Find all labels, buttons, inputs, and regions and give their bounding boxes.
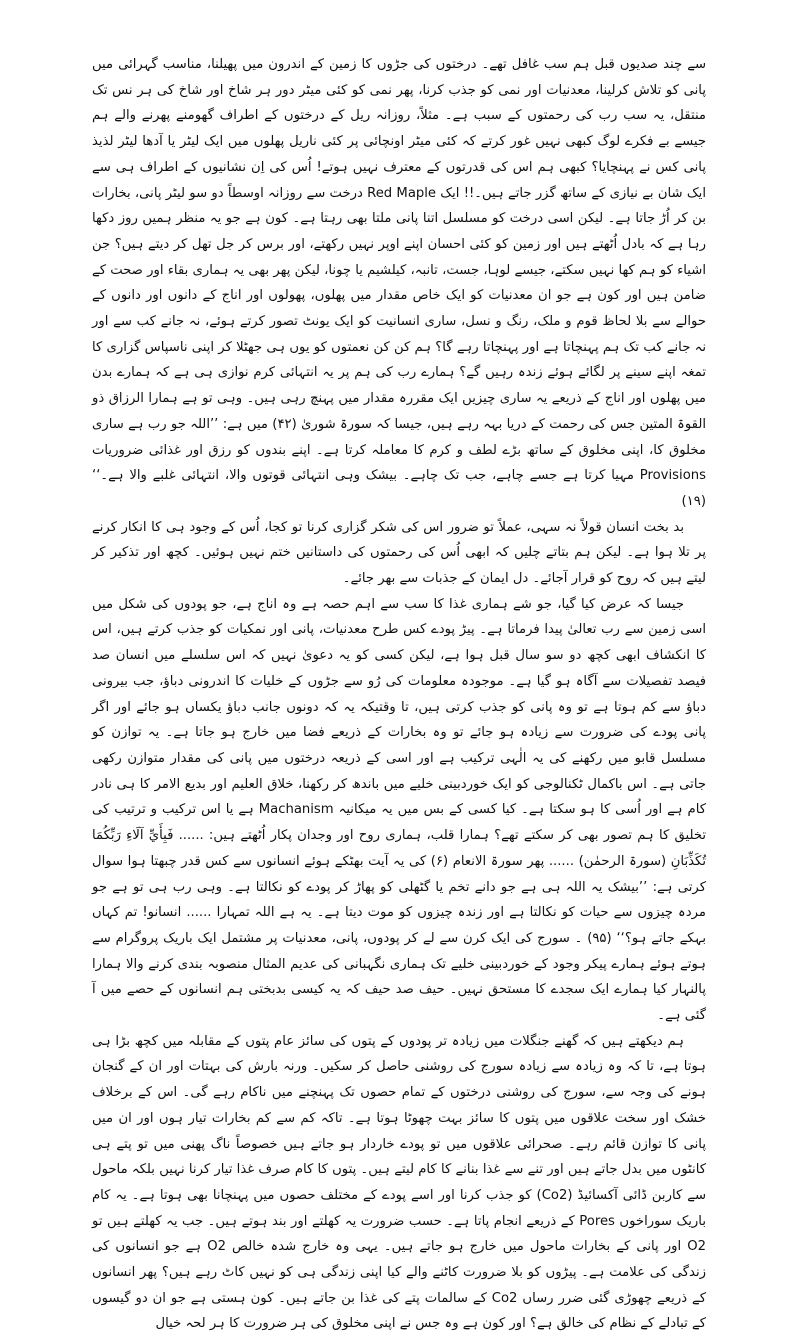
paragraph-1: سے چند صدیوں قبل ہم سب غافل تھے۔ درختوں کی جڑوں کا زمین کے اندرون میں پھیلنا، مناسب گہرائی میں پانی کو تلاش کرلینا، معدنیات اور نمی کو جذب کرنا، پھر نمی کو کئی میٹر دور ہر شاخ اور شاخ کی ہر نس تک منتقل، یہ سب رب کی رحمتوں کے سبب ہے۔ مثلاً، روزانہ ریل کے درختوں کے اطراف گھومنے پھرنے والے ہم جیسے بے فکرے لوگ کبھی نہیں غور کرتے کہ کئی میٹر اونچائی پر کئی ناریل پھلوں میں ایک لیٹر یا آدھا لیٹر لذیذ پانی کس نے پہنچایا؟ کبھی ہم اس کی قدرتوں کے معترف نہیں ہوتے! اُس کی اِن نشانیوں کے اطراف ہی سے ایک شان بے نیازی کے ساتھ گزر جاتے ہیں۔!! ایک Red Maple درخت سے روزانہ اوسطاً دو سو لیٹر پانی، بخارات بن کر اُڑ جاتا ہے۔ لیکن اسی درخت کو مسلسل اتنا پانی ملتا بھی رہتا ہے۔ کون ہے جو یہ منظر ہمیں روز دکھا رہا ہے کہ بادل اُٹھتے ہیں اور زمین کو کئی احسان اپنے اوپر نہیں رکھتے، اور برس کر جل تھل کر دیتے ہیں؟ جن اشیاء کو ہم کھا نہیں سکتے، جیسے لوہا، جست، تانبہ، کیلشیم یا چونا، لیکن پھر بھی یہ ہماری بقاء اور صحت کے ضامن ہیں اور کون ہے جو ان معدنیات کو ایک خاص مقدار میں پھلوں، پھولوں اور اناج کے دانوں اور دانوں کے حوالے سے بلا لحاظ قوم و ملک، رنگ و نسل، ساری انسانیت کو ایک یونٹ تصور کرتے ہوئے، نہ جانے کب سے اور نہ جانے کب تک ہم پہنچاتا ہے اور پہنچاتا رہے گا؟ ہم کن کن نعمتوں کو یوں ہی جھٹلا کر اپنی ناسپاس گزاری کا تمغہ اپنے سینے پر لگائے ہوئے زندہ رہیں گے؟ ہمارے رب کی ہم پر یہ انتہائی کرم نوازی ہی ہے کہ ہمارے بدن میں پھلوں اور اناج کے ذریعے یہ ساری چیزیں ایک مقررہ مقدار میں پہنچ رہی ہیں۔ وہی تو ہے ہمارا الرزاق ذو القوۃ المتین جس کی رحمت کے دریا بہہ رہے ہیں، جیسا کہ سورۃ شوریٰ (۴۲) میں ہے: ’’اللہ جو رب ہے ساری مخلوق کا، اپنی مخلوق کے ساتھ بڑے لطف و کرم کا معاملہ کرتا ہے۔ اپنے بندوں کو رزق اور غذائی ضروریات Provisions مہیا کرتا ہے جسے چاہے، جب تک چاہے۔ بیشک وہی انتہائی قوتوں والا، انتہائی غلبے والا ہے۔‘‘ (۱۹) xyxy=(92,57,707,509)
urdu-text-body xyxy=(92,52,706,1337)
paragraph-4: ہم دیکھتے ہیں کہ گھنے جنگلات میں زیادہ تر پودوں کے پتوں کی سائز عام پتوں کے مقابلہ میں کچھ بڑا ہی ہوتا ہے، تا کہ وہ زیادہ سے زیادہ سورج کی روشنی حاصل کر سکیں۔ ورنہ بارش کی بہتات اور ان کے گنجان ہونے کی وجہ سے، سورج کی روشنی درختوں کے تمام حصوں تک پہنچنے میں ناکام رہے گی۔ اس کے برخلاف خشک اور سخت علاقوں میں پتوں کا سائز بہت چھوٹا ہوتا ہے۔ تاکہ کم سے کم بخارات تیار ہوں اور ان میں پانی کا توازن قائم رہے۔ صحرائی علاقوں میں تو پودے خاردار ہو جاتے ہیں خصوصاً ناگ پھنی میں تو پتے ہی کانٹوں میں بدل جاتے ہیں اور تنے سے غذا بنانے کا کام لیتے ہیں۔ پتوں کا کام صرف غذا تیار کرنا نہیں بلکہ ماحول سے کاربن ڈائی آکسائیڈ (Co2) کو جذب کرنا اور اسے پودے کے مختلف حصوں میں پہنچانا بھی ہوتا ہے۔ یہ کام باریک سوراخوں Pores کے ذریعے انجام پاتا ہے۔ حسب ضرورت یہ کھلتے اور بند ہوتے ہیں۔ جب یہ کھلتے ہیں تو O2 اور پانی کے بخارات ماحول میں خارج ہو جاتے ہیں۔ یہی وہ خارج شدہ خالص O2 ہے جو انسانوں کی زندگی کی علامت ہے۔ پیڑوں کو بلا ضرورت کاٹنے والے کیا اپنی زندگی ہی کو نہیں کاٹ رہے ہیں؟ پھر انسانوں کے ذریعے چھوڑی گئی ضرر رساں Co2 کے سالمات پتے کی غذا بن جاتے ہیں۔ کون ہستی ہے جو ان دو گیسوں کے تبادلے کے نظام کی خالق ہے؟ اور کون ہے وہ جس نے اپنی مخلوق کی ہر ضرورت کا ہر لحہ خیال xyxy=(92,1033,707,1332)
paragraph-2: بد بخت انسان قولاً نہ سہی، عملاً تو ضرور اس کی شکر گزاری کرنا تو کجا، اُس کے وجود ہی کا انکار کرنے پر تلا ہوا ہے۔ لیکن ہم بتاتے چلیں کہ ابھی اُس کی رحمتوں کی داستانیں ختم نہیں ہوئیں۔ کچھ اور تذکیر کر لیتے ہیں کہ روح کو قرار آجائے۔ دل ایمان کے جذبات سے بھر جائے۔ xyxy=(92,519,706,587)
paragraph-3: جیسا کہ عرض کیا گیا، جو شے ہماری غذا کا سب سے اہم حصہ ہے وہ اناج ہے، جو پودوں کی شکل میں اسی زمین سے رب تعالیٰ پیدا فرماتا ہے۔ پیڑ پودے کس طرح معدنیات، پانی اور نمکیات کو جذب کرتے ہیں، اس کا انکشاف ابھی کچھ دو سو سال قبل ہوا ہے، لیکن کسی کو یہ دعویٰ نہیں کہ اس سلسلے میں انسان صد فیصد تفصیلات سے آگاہ ہو گیا ہے۔ موجودہ معلومات کی رُو سے جڑوں کے خلیات کا اندرونی دباؤ، جب بیرونی دباؤ سے کم ہوتا ہے تو وہ پانی کو جذب کرتی ہیں، تا وقتیکہ یہ کہ دونوں جانب دباؤ یکساں ہو جائے اور اگر پانی پودے کی ضرورت سے زیادہ ہو جائے تو وہ بخارات کے ذریعے فضا میں خارج ہو جاتا ہے۔ یہ توازن کو مسلسل قابو میں رکھنے کی یہ الٰہی ترکیب ہے اور اسی کے ذریعہ درختوں میں پانی کی مقدار متوازن رکھی جاتی ہے۔ اس باکمال ٹکنالوجی کو ایک خوردبینی خلیے میں باندھ کر رکھنا، خلاق العلیم اور بدیع الامر کا ہی نادر کام ہے اور اُسی کا ہو سکتا ہے۔ کیا کسی کے بس میں یہ میکانیہ Machanism ہے یا اس ترکیب و ترتیب کی تخلیق کا ہم تصور بھی کر سکتے تھے؟ ہمارا قلب، ہماری روح اور وجدان پکار اُٹھتے ہیں: ...... فَبِأَيِّ آلَاءِ رَبِّكُمَا تُكَذِّبَانِ (سورۃ الرحمٰن) ...... پھر سورۃ الانعام (۶) کی یہ آیت بھٹکے ہوئے انسانوں سے کس قدر چبھتا ہوا سوال کرتی ہے: ’’بیشک یہ اللہ ہی ہے جو دانے تخم یا گٹھلی کو پھاڑ کر پودے کو نکالتا ہے۔ وہی رب ہی تو ہے جو مردہ چیزوں سے حیات کو نکالتا ہے اور زندہ چیزوں کو موت دیتا ہے۔ یہ ہے اللہ تمہارا ...... انسانو! تم کہاں بہکے جاتے ہو؟‘‘ (۹۵) ۔ سورج کی ایک کرن سے لے کر پودوں، پانی، معدنیات پر مشتمل ایک باریک پروگرام سے ہوتے ہوئے ہمارے پیکر وجود کے خوردبینی خلیے تک ہماری نگہبانی کی عدیم المثال منصوبہ بندی کرنے والا ہمارا پالنہار کیا ہمارے ایک سجدے کا مستحق نہیں۔ حیف صد حیف کہ یہ کیسی بدبختی ہم انسانوں کے حصے میں آ گئی ہے۔ xyxy=(92,596,707,1024)
